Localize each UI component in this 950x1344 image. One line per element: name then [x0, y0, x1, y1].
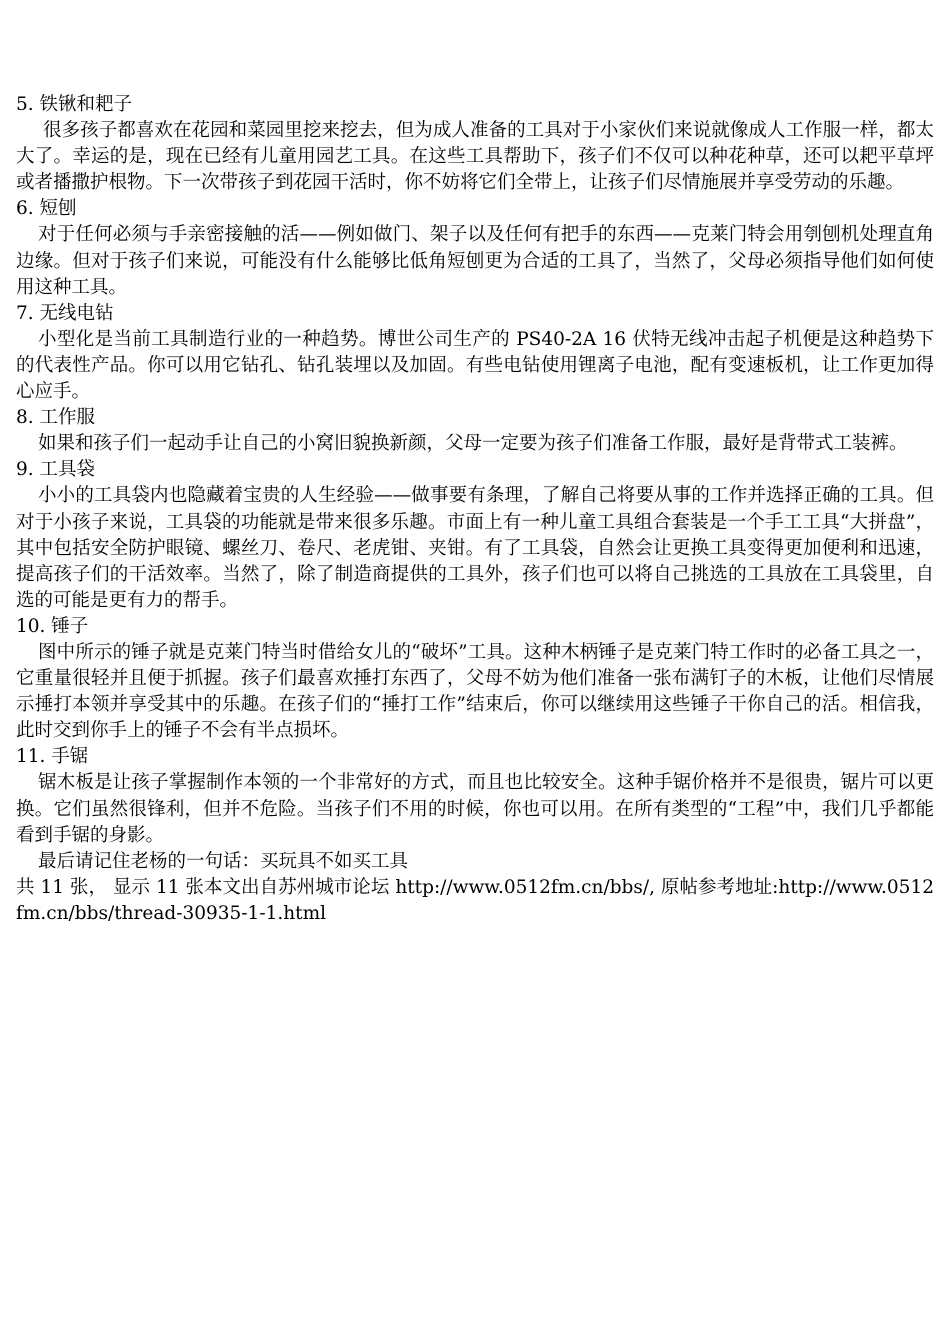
article-body: [16, 92, 934, 927]
section-body-hand-saw: 锯木板是让孩子掌握制作本领的一个非常好的方式，而且也比较安全。这种手锯价格并不是很贵，锯片可以更换。它们虽然很锋利，但并不危险。当孩子们不用的时候，你也可以用。在所有类型的“工程”中，我们几乎都能看到手锯的身影。: [16, 772, 934, 846]
section-heading-shovel-rake: 5. 铁锹和耙子: [16, 94, 133, 115]
section-body-hammer: 图中所示的锤子就是克莱门特当时借给女儿的“破坏”工具。这种木柄锤子是克莱门特工作时的必备工具之一，它重量很轻并且便于抓握。孩子们最喜欢捶打东西了，父母不妨为他们准备一张布满钉子的木板，让他们尽情展示捶打本领并享受其中的乐趣。在孩子们的“捶打工作”结束后，你可以继续用这些锤子干你自己的活。相信我，此时交到你手上的锤子不会有半点损坏。: [16, 641, 934, 742]
section-body-work-clothes: 如果和孩子们一起动手让自己的小窝旧貌换新颜，父母一定要为孩子们准备工作服，最好是背带式工装裤。: [38, 433, 908, 455]
closing-remark: 最后请记住老杨的一句话：买玩具不如买工具: [38, 850, 409, 872]
section-heading-cordless-drill: 7. 无线电钻: [16, 302, 114, 324]
section-heading-hand-saw: 11. 手锯: [16, 746, 89, 768]
section-heading-hammer: 10. 锤子: [16, 615, 89, 637]
section-heading-work-clothes: 8. 工作服: [16, 407, 96, 429]
section-heading-block-plane: 6. 短刨: [16, 198, 77, 220]
section-body-tool-bag: 小小的工具袋内也隐藏着宝贵的人生经验——做事要有条理，了解自己将要从事的工作并选择正确的工具。但对于小孩子来说，工具袋的功能就是带来很多乐趣。市面上有一种儿童工具组合套装是一个手工工具“大拼盘”，其中包括安全防护眼镜、螺丝刀、卷尺、老虎钳、夹钳。有了工具袋，自然会让更换工具变得更加便利和迅速，提高孩子们的干活效率。当然了，除了制造商提供的工具外，孩子们也可以将自己挑选的工具放在工具袋里，自选的可能是更有力的帮手。: [16, 485, 934, 611]
section-body-cordless-drill: 小型化是当前工具制造行业的一种趋势。博世公司生产的 PS40-2A 16 伏特无线冲击起子机便是这种趋势下的代表性产品。你可以用它钻孔、钻孔装埋以及加固。有些电钻使用锂离子电池，配有变速板机，让工作更加得心应手。: [16, 328, 934, 403]
section-body-block-plane: 对于任何必须与手亲密接触的活——例如做门、架子以及任何有把手的东西——克莱门特会用刳刨机处理直角边缘。但对于孩子们来说，可能没有什么能够比低角短刨更为合适的工具了，当然了，父母必须指导他们如何使用这种工具。: [16, 224, 934, 298]
section-heading-tool-bag: 9. 工具袋: [16, 459, 96, 481]
source-footer: 共 11 张， 显示 11 张本文出自苏州城市论坛 http://www.0512fm.cn/bbs/, 原帖参考地址:http://www.0512fm.cn/bbs/thread-30935-1-1.html: [16, 876, 934, 924]
section-body-shovel-rake: 很多孩子都喜欢在花园和菜园里挖来挖去，但为成人准备的工具对于小家伙们来说就像成人工作服一样，都太大了。幸运的是，现在已经有儿童用园艺工具。在这些工具帮助下，孩子们不仅可以种花种草，还可以耙平草坪或者播撒护根物。下一次带孩子到花园干活时，你不妨将它们全带上，让孩子们尽情施展并享受劳动的乐趣。: [16, 120, 934, 194]
